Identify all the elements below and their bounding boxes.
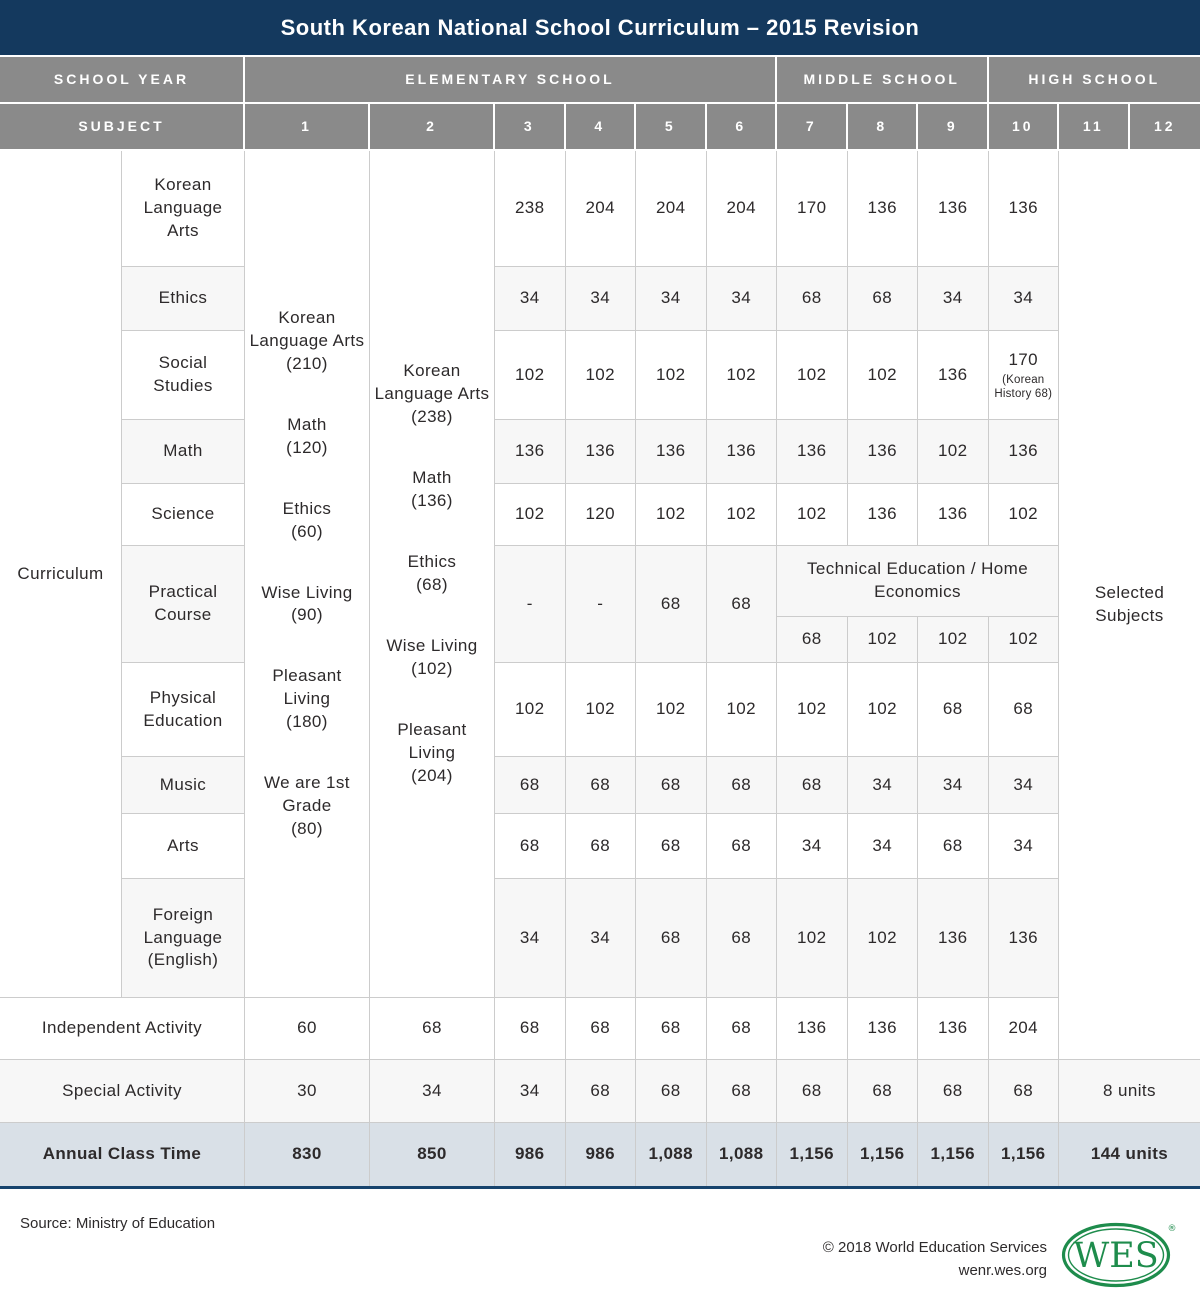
value-cell: 34 xyxy=(918,757,989,814)
value-cell: 136 xyxy=(848,420,919,484)
value-cell: 136 xyxy=(707,420,778,484)
grade-subject-block: Math (136) xyxy=(411,468,453,511)
value-cell: 136 xyxy=(848,484,919,546)
header-grade-10: 10 xyxy=(989,104,1060,151)
value-cell: 68 xyxy=(636,757,707,814)
value-cell: 68 xyxy=(848,267,919,331)
value-cell: 34 xyxy=(370,1060,495,1123)
value-cell: 68 xyxy=(707,998,778,1060)
subject-practical-course: Practical Course xyxy=(122,546,245,663)
value-cell: 68 xyxy=(636,998,707,1060)
value-cell: 102 xyxy=(848,879,919,998)
value-cell: 68 xyxy=(777,1060,848,1123)
value-cell: 204 xyxy=(566,151,637,267)
grade-subject-block: Korean Language Arts (238) xyxy=(374,361,490,427)
annual-class-time-label: Annual Class Time xyxy=(0,1123,245,1186)
value-cell: 68 xyxy=(777,267,848,331)
header-grade-6: 6 xyxy=(707,104,778,151)
value-cell: 68 xyxy=(566,757,637,814)
registered-trademark-icon: ® xyxy=(1167,1224,1177,1234)
value-cell: 68 xyxy=(707,814,778,879)
value-cell: 1,088 xyxy=(707,1123,778,1186)
value-cell: 136 xyxy=(566,420,637,484)
value-cell: 68 xyxy=(707,757,778,814)
value-cell: 136 xyxy=(989,420,1060,484)
value-cell: 136 xyxy=(989,151,1060,267)
value-cell: 170 (Korean History 68) xyxy=(989,331,1060,420)
grade-subject-block: Ethics (68) xyxy=(407,552,457,594)
value-cell: 102 xyxy=(777,484,848,546)
value-cell: 102 xyxy=(636,663,707,757)
value-cell: 136 xyxy=(495,420,566,484)
value-cell: 102 xyxy=(848,663,919,757)
value-cell: 102 xyxy=(707,331,778,420)
value-cell: 136 xyxy=(777,420,848,484)
value-cell: 30 xyxy=(245,1060,370,1123)
selected-subjects-cell: Selected Subjects xyxy=(1059,151,1200,1060)
subject-music: Music xyxy=(122,757,245,814)
value-cell: 120 xyxy=(566,484,637,546)
grade-1-merged-cell xyxy=(245,151,370,998)
subject-physical-education: Physical Education xyxy=(122,663,245,757)
value-cell: 204 xyxy=(707,151,778,267)
header-elementary-school: ELEMENTARY SCHOOL xyxy=(245,57,777,104)
value-cell: 830 xyxy=(245,1123,370,1186)
value-cell: 102 xyxy=(918,617,989,663)
value-cell: 34 xyxy=(707,267,778,331)
value-cell: 1,156 xyxy=(918,1123,989,1186)
grade-subject-block: Korean Language Arts (210) xyxy=(249,307,365,373)
header-grade-4: 4 xyxy=(566,104,637,151)
header-grade-11: 11 xyxy=(1059,104,1130,151)
value-cell: 68 xyxy=(989,1060,1060,1123)
subject-ethics: Ethics xyxy=(122,267,245,331)
value-cell: 136 xyxy=(918,331,989,420)
value-cell: 1,088 xyxy=(636,1123,707,1186)
value-cell: 102 xyxy=(707,484,778,546)
value-cell: 102 xyxy=(495,331,566,420)
value-cell: 986 xyxy=(495,1123,566,1186)
header-middle-school: MIDDLE SCHOOL xyxy=(777,57,989,104)
value-cell: 102 xyxy=(989,484,1060,546)
value-cell: 68 xyxy=(636,879,707,998)
value-cell: 102 xyxy=(566,663,637,757)
value-cell: 136 xyxy=(636,420,707,484)
technical-education-header: Technical Education / Home Economics xyxy=(777,546,1059,617)
curriculum-label: Curriculum xyxy=(0,151,122,998)
grade-subject-block: Wise Living (90) xyxy=(261,582,353,625)
subject-foreign-language: Foreign Language (English) xyxy=(122,879,245,998)
value-cell: 136 xyxy=(777,998,848,1060)
header-high-school: HIGH SCHOOL xyxy=(989,57,1200,104)
value-cell: 102 xyxy=(495,663,566,757)
subject-korean-language-arts: Korean Language Arts xyxy=(122,151,245,267)
grade-subject-block: Pleasant Living (204) xyxy=(397,719,467,785)
value-cell: 68 xyxy=(918,1060,989,1123)
value-cell: 102 xyxy=(989,617,1060,663)
value-cell: 986 xyxy=(566,1123,637,1186)
header-grade-7: 7 xyxy=(777,104,848,151)
value-cell: 102 xyxy=(777,663,848,757)
wes-logo xyxy=(1061,1221,1179,1289)
header-school-year: SCHOOL YEAR xyxy=(0,57,245,104)
value-cell: 136 xyxy=(918,151,989,267)
value-cell: 68 xyxy=(566,1060,637,1123)
credit-block xyxy=(823,1237,1047,1282)
header-grade-12: 12 xyxy=(1130,104,1200,151)
wes-logo-text: WES xyxy=(1073,1236,1159,1276)
grade-subject-block: Pleasant Living (180) xyxy=(272,666,342,732)
value-cell: 136 xyxy=(989,879,1060,998)
site-url: wenr.wes.org xyxy=(958,1261,1047,1279)
value-cell: 68 xyxy=(495,998,566,1060)
title-bar: South Korean National School Curriculum – 2015 Revision xyxy=(0,0,1200,57)
header-grade-5: 5 xyxy=(636,104,707,151)
value-cell: 136 xyxy=(848,998,919,1060)
value-cell: 68 xyxy=(777,617,848,663)
value-cell: 34 xyxy=(566,267,637,331)
value-cell: 204 xyxy=(636,151,707,267)
subject-arts: Arts xyxy=(122,814,245,879)
value-cell: 34 xyxy=(566,879,637,998)
value-cell: 34 xyxy=(848,757,919,814)
header-grade-8: 8 xyxy=(848,104,919,151)
value-cell: - xyxy=(566,546,637,663)
value-cell: 34 xyxy=(777,814,848,879)
value-cell: 102 xyxy=(777,879,848,998)
value-cell: 102 xyxy=(777,331,848,420)
copyright-text: © 2018 World Education Services xyxy=(822,1239,1047,1256)
value-cell: 34 xyxy=(495,879,566,998)
header-grade-1: 1 xyxy=(245,104,370,151)
value-cell: 850 xyxy=(370,1123,495,1186)
value-cell: 102 xyxy=(636,331,707,420)
value-cell: 68 xyxy=(566,998,637,1060)
value-cell: 102 xyxy=(918,420,989,484)
value-cell: 68 xyxy=(566,814,637,879)
value-cell: 1,156 xyxy=(989,1123,1060,1186)
value-cell: 102 xyxy=(495,484,566,546)
source-text: Source: Ministry of Education xyxy=(20,1215,216,1232)
footer xyxy=(0,1189,1200,1315)
value-cell: 34 xyxy=(848,814,919,879)
value-cell: 34 xyxy=(989,814,1060,879)
value-cell: 34 xyxy=(918,267,989,331)
header-grade-2: 2 xyxy=(370,104,495,151)
value-cell: 68 xyxy=(989,663,1060,757)
value-cell: 1,156 xyxy=(848,1123,919,1186)
value-cell: 102 xyxy=(636,484,707,546)
value-cell: 68 xyxy=(707,879,778,998)
grade-subject-block: Ethics (60) xyxy=(282,498,332,541)
value-cell: 136 xyxy=(918,998,989,1060)
special-activity-units-cell: 8 units xyxy=(1059,1060,1200,1123)
value-cell: 68 xyxy=(495,757,566,814)
grade-subject-block: Math (120) xyxy=(286,414,328,457)
value-cell: 204 xyxy=(989,998,1060,1060)
value-cell: 1,156 xyxy=(777,1123,848,1186)
header-grade-9: 9 xyxy=(918,104,989,151)
value-cell: 60 xyxy=(245,998,370,1060)
grade-subject-block: Wise Living (102) xyxy=(386,635,478,678)
value-cell: 136 xyxy=(848,151,919,267)
value-cell: 102 xyxy=(848,331,919,420)
independent-activity-label: Independent Activity xyxy=(0,998,245,1060)
value-cell: 34 xyxy=(495,267,566,331)
value-cell: 102 xyxy=(848,617,919,663)
value-cell: 68 xyxy=(918,814,989,879)
annual-class-time-units-cell: 144 units xyxy=(1059,1123,1200,1186)
subject-science: Science xyxy=(122,484,245,546)
special-activity-label: Special Activity xyxy=(0,1060,245,1123)
value-cell: 68 xyxy=(370,998,495,1060)
value-cell: 68 xyxy=(636,814,707,879)
value-cell: 136 xyxy=(918,484,989,546)
header-grade-3: 3 xyxy=(495,104,566,151)
subject-math: Math xyxy=(122,420,245,484)
value-cell: 34 xyxy=(989,757,1060,814)
header-subject: SUBJECT xyxy=(0,104,245,151)
value-cell: - xyxy=(495,546,566,663)
value-cell: 136 xyxy=(918,879,989,998)
value-cell: 68 xyxy=(848,1060,919,1123)
value-cell: 68 xyxy=(777,757,848,814)
value-cell: 68 xyxy=(636,1060,707,1123)
value-cell: 102 xyxy=(707,663,778,757)
value-cell: 68 xyxy=(495,814,566,879)
value-cell: 102 xyxy=(566,331,637,420)
value-cell: 68 xyxy=(918,663,989,757)
value-cell: 170 xyxy=(777,151,848,267)
value-cell: 238 xyxy=(495,151,566,267)
value-cell: 34 xyxy=(989,267,1060,331)
grade-subject-block: We are 1st Grade (80) xyxy=(264,773,350,839)
value-cell: 68 xyxy=(707,1060,778,1123)
value-cell: 34 xyxy=(495,1060,566,1123)
value-cell: 68 xyxy=(636,546,707,663)
value-cell: 68 xyxy=(707,546,778,663)
grade-2-merged-cell xyxy=(370,151,495,998)
value-cell: 34 xyxy=(636,267,707,331)
subject-social-studies: Social Studies xyxy=(122,331,245,420)
